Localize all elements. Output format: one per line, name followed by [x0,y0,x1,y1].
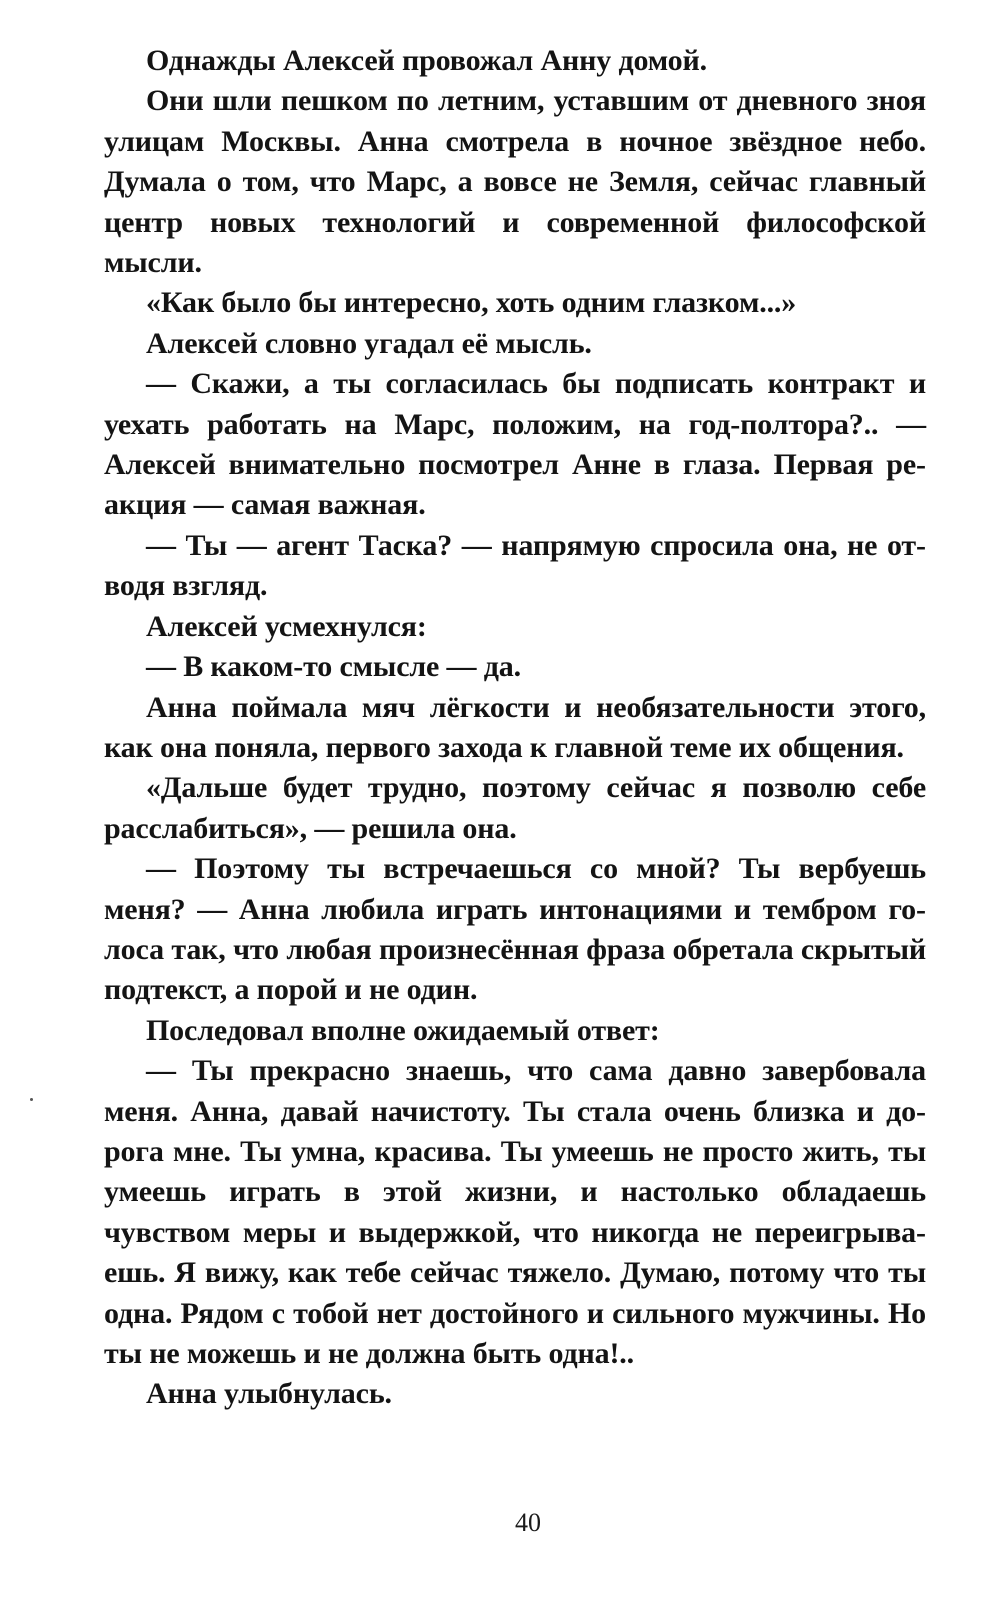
paragraph: Последовал вполне ожидаемый ответ: [146,1013,660,1047]
paragraph: Алексей словно угадал её мысль. [146,326,592,360]
paragraph: Они шли пешком по летним, уставшим от дневного зноя улицам Москвы. Анна смотрела в ночное звёздное небо. Думала о том, что Марс, а вовсе не Земля, сейчас главный центр новых технологий и современной философской мысли. [104,84,926,280]
paragraph: «Дальше будет трудно, поэтому сейчас я позволю себе расслабиться», — решила она. [104,771,926,845]
paragraph: — Скажи, а ты согласилась бы подписать контракт и уехать работать на Марс, положим, на год-полтора?.. — Алексей внимательно посмотрел Анне в глаза. Первая реакция — самая важная. [104,367,926,522]
paragraph: — В каком-то смысле — да. [146,650,521,684]
paragraph: — Ты прекрасно знаешь, что сама давно завербовала меня. Анна, давай начистоту. Ты стала очень близка и дорога мне. Ты умна, красива. Ты умеешь не просто жить, ты умеешь играть в этой жизни, и настолько обладаешь чувством меры и выдержкой, что никогда не переигрываешь. Я вижу, как тебе сейчас тяжело. Думаю, потому что ты одна. Рядом с тобой нет достойного и сильного мужчины. Но ты не можешь и не должна быть одна!.. [104,1054,926,1370]
page-number: 40 [515,1508,541,1537]
paragraph: — Поэтому ты встречаешься со мной? Ты вербуешь меня? — Анна любила играть интонациями и тембром голоса так, что любая произнесённая фраза обретала скрытый подтекст, а порой и не один. [104,852,926,1007]
paragraph: — Ты — агент Таска? — напрямую спросила она, не отводя взгляд. [104,528,926,603]
body-text [104,41,926,1415]
paragraph: Анна поймала мяч лёгкости и необязательности этого, как она поняла, первого захода к главной теме их общения. [104,690,926,764]
paragraph: «Как было бы интересно, хоть одним глазком...» [146,286,797,320]
paragraph: Однажды Алексей провожал Анну домой. [146,44,707,77]
paragraph: Анна улыбнулась. [146,1377,392,1411]
print-speck [30,1098,33,1101]
paragraph: Алексей усмехнулся: [146,609,427,643]
